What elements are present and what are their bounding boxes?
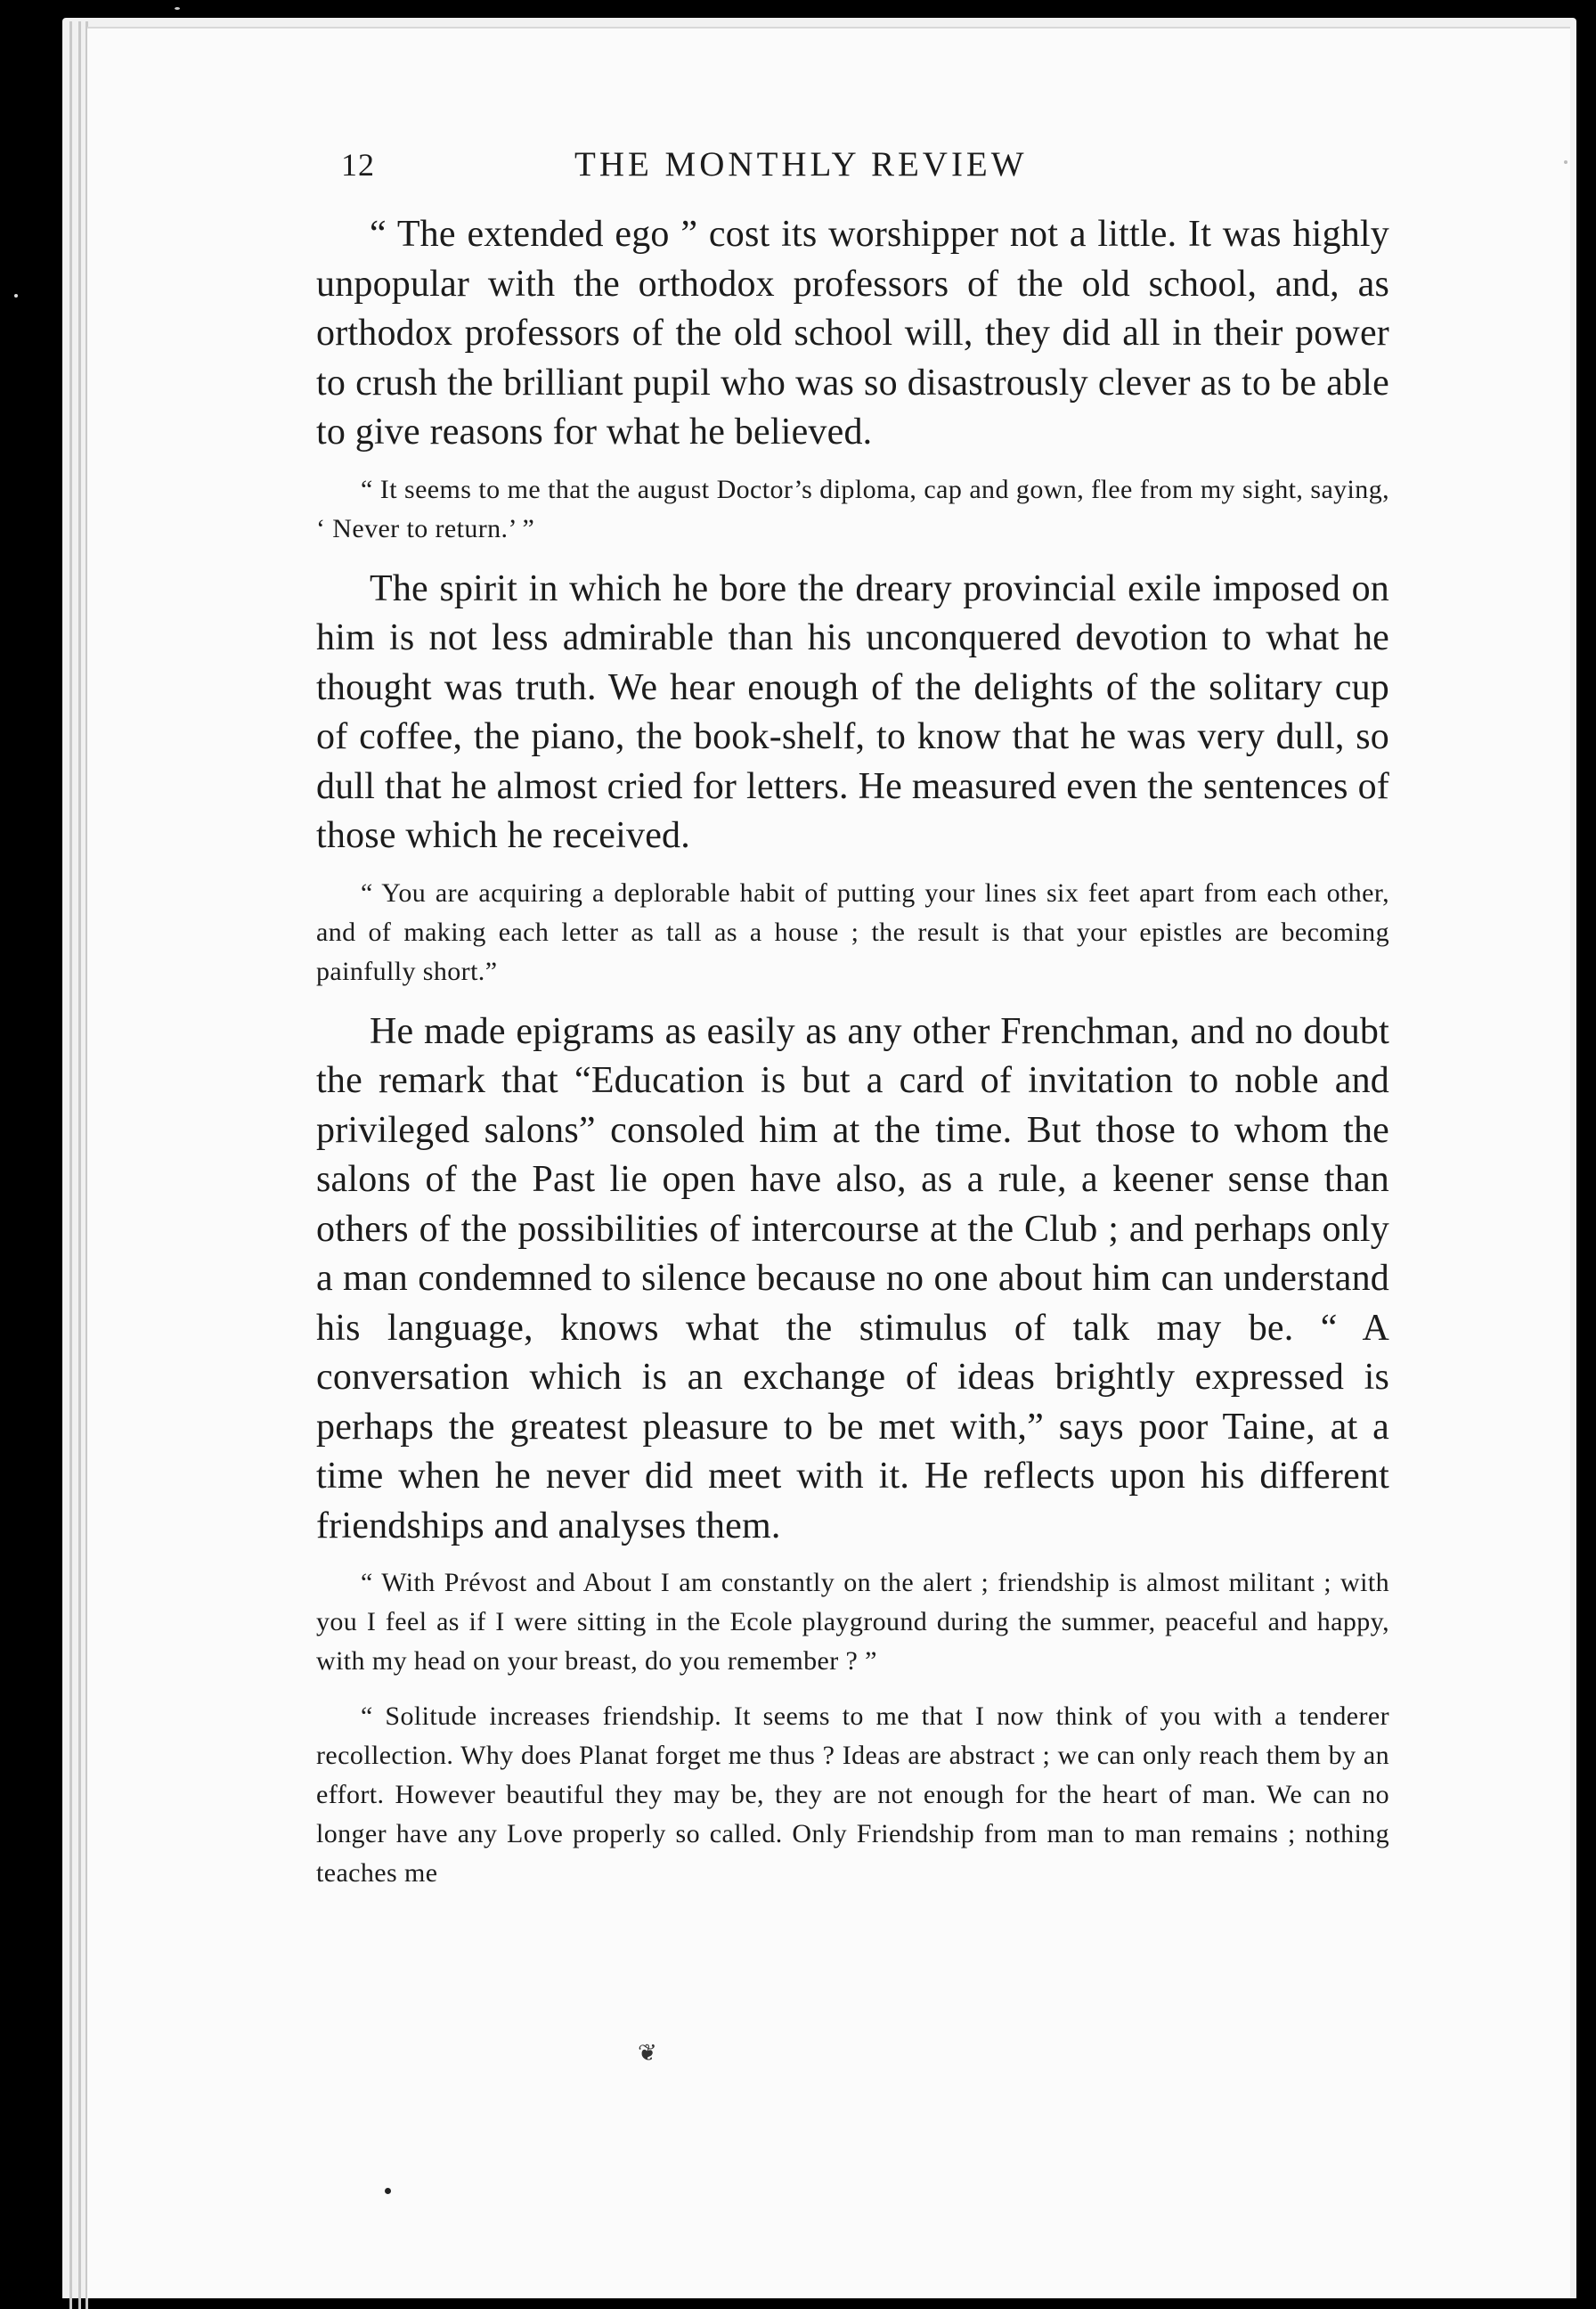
quotation-paragraph: “ You are acquiring a deplorable habit of putting your lines six feet apart from each other, and of making each letter as tall as a house ; the result is that your epistles are becoming painfully short.”: [316, 877, 1389, 986]
dust-speck: [175, 7, 180, 10]
quotation-paragraph: “ With Prévost and About I am constantly on the alert ; friendship is almost militant ; with you I feel as if I were sitting in the Ecole playground during the summer, peaceful and happy, with my head on your breast, do you remember ? ”: [316, 1568, 1389, 1676]
quotation-paragraph: “ Solitude increases friendship. It seems to me that I now think of you with a tenderer recollection. Why does Planat forget me thus ? Ideas are abstract ; we can only reach them by an effort. However beautiful they may be, they are not enough for the heart of man. We can no longer have any Love properly so called. Only Friendship from man to man remains ; nothing teaches me: [316, 1701, 1389, 1888]
page-edge: [69, 21, 72, 2309]
page-header: [316, 134, 1389, 205]
page-content: [316, 134, 1389, 1900]
body-paragraph: The spirit in which he bore the dreary provincial exile imposed on him is not less admirable than his unconquered devotion to what he thought was truth. We hear enough of the delights of the solitary cup of coffee, the piano, the book-shelf, to know that he was very dull, so dull that he almost cried for letters. He measured even the sentences of those which he received.: [316, 567, 1389, 856]
page-edge: [78, 21, 81, 2309]
footer-ornament: ❦: [638, 2040, 657, 2066]
ink-speck: [385, 2188, 391, 2194]
dust-speck: [14, 294, 18, 298]
dust-speck: [1564, 160, 1568, 164]
page-number: 12: [341, 147, 375, 183]
quotation-paragraph: “ It seems to me that the august Doctor’s diploma, cap and gown, flee from my sight, saying, ‘ Never to return.’ ”: [316, 474, 1389, 543]
body-paragraph: “ The extended ego ” cost its worshipper not a little. It was highly unpopular with the orthodox professors of the old school, and, as orthodox professors of the old school will, they did all in their power to crush the brilliant pupil who was so disastrously clever as to be able to give reasons for what he believed.: [316, 214, 1389, 453]
running-title: THE MONTHLY REVIEW: [574, 145, 1028, 184]
body-paragraph: He made epigrams as easily as any other Frenchman, and no doubt the remark that “Education is but a card of invitation to noble and privileged salons” consoled him at the time. But those to whom the salons of the Past lie open have also, as a rule, a keener sense than others of the possibilities of intercourse at the Club ; and perhaps only a man condemned to silence because no one about him can understand his language, knows what the stimulus of talk may be. “ A conversation which is an exchange of ideas brightly expressed is perhaps the greatest pleasure to be met with,” says poor Taine, at a time when he never did meet with it. He reflects upon his different friendships and analyses them.: [316, 1010, 1389, 1546]
